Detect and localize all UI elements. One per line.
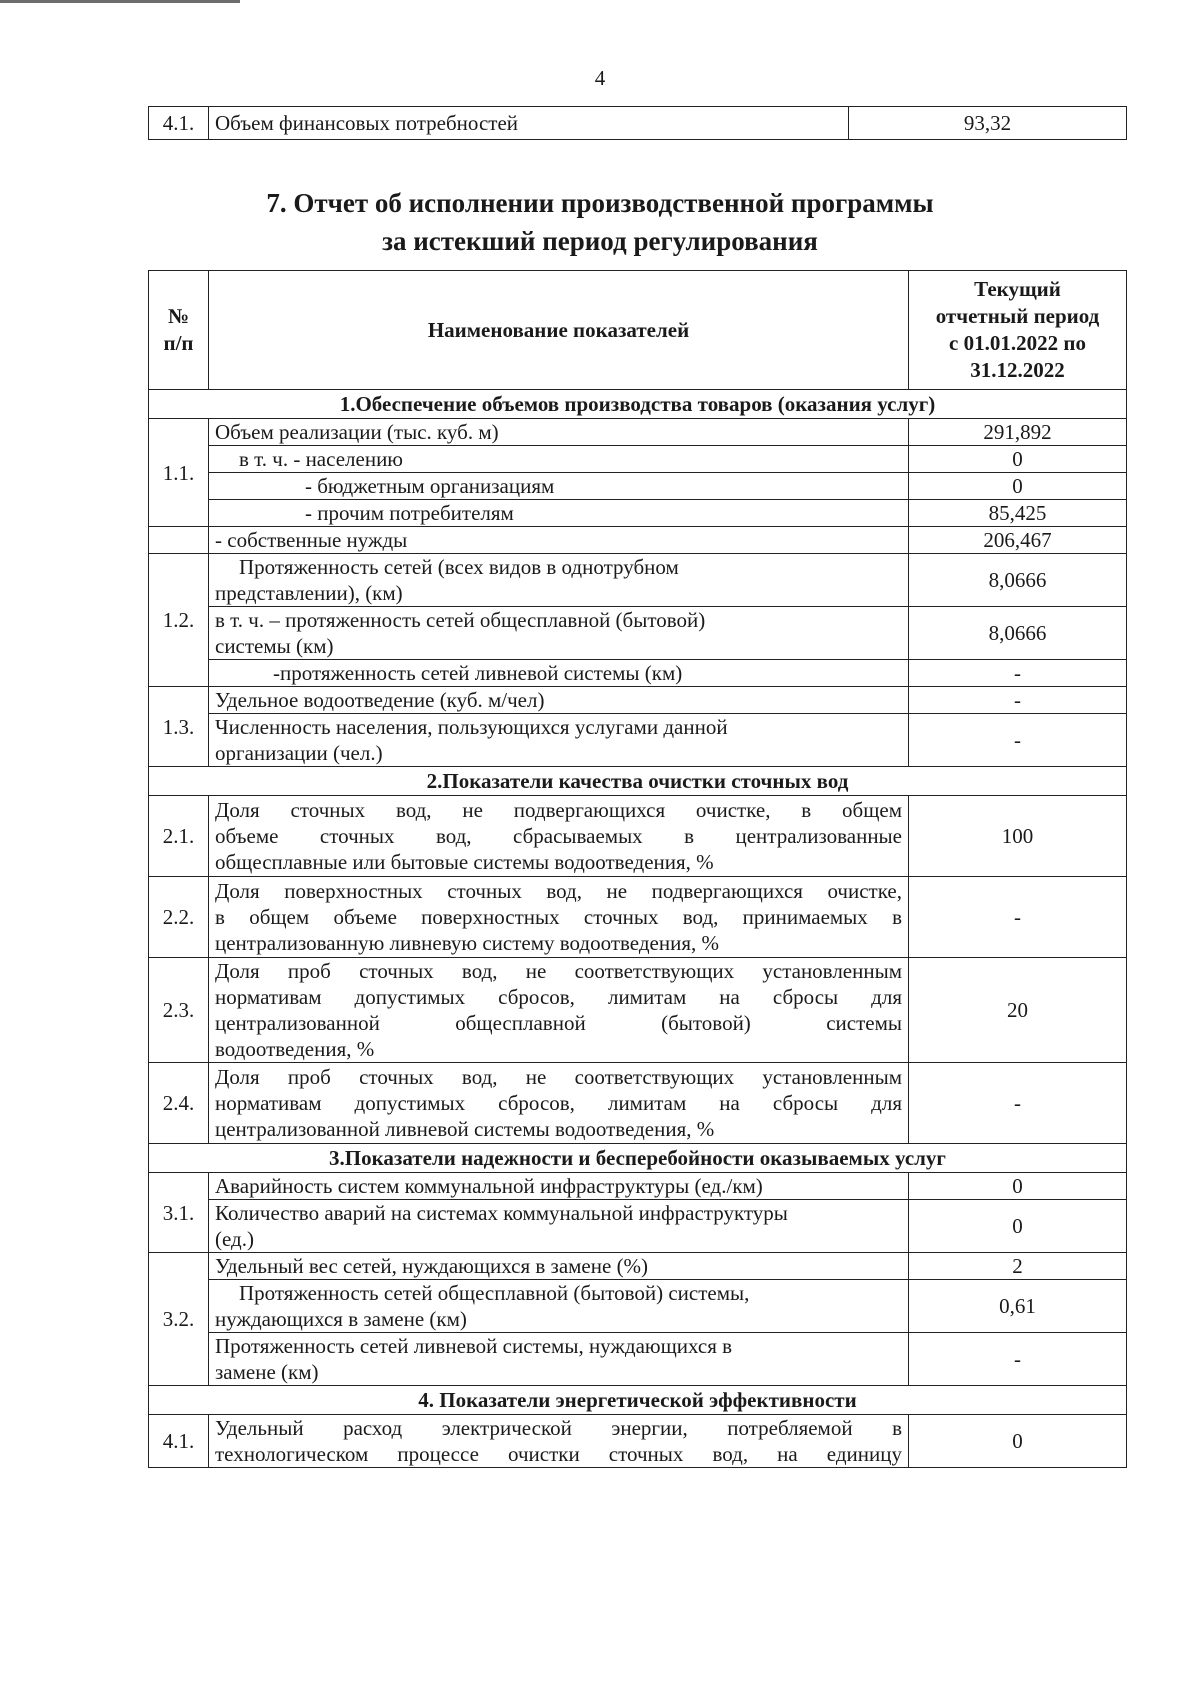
row-name: Удельный вес сетей, нуждающихся в замене (%) — [209, 1253, 909, 1280]
table-row — [149, 500, 1127, 527]
row-number: 2.2. — [149, 877, 209, 958]
section-title: 1.Обеспечение объемов производства товаров (оказания услуг) — [149, 390, 1127, 419]
row-name: Удельный расход электрической энергии, потребляемой в технологическом процессе очистки сточных вод, на единицу — [209, 1415, 909, 1468]
production-report-table — [148, 270, 1127, 1468]
row-value: - — [909, 877, 1127, 958]
row-name: в т. ч. - населению — [209, 446, 909, 473]
table-row — [149, 527, 1127, 554]
row-name: Протяженность сетей (всех видов в однотрубном представлении), (км) — [209, 554, 909, 607]
section-title: 3.Показатели надежности и бесперебойности оказываемых услуг — [149, 1144, 1127, 1173]
row-value: 93,32 — [849, 107, 1127, 140]
row-value: 8,0666 — [909, 607, 1127, 660]
row-value: 100 — [909, 796, 1127, 877]
row-name: Доля проб сточных вод, не соответствующих установленным нормативам допустимых сбросов, лимитам на сбросы для централизованной ливневой системы водоотведения, % — [209, 1063, 909, 1144]
table-row — [149, 877, 1127, 958]
row-value: 2 — [909, 1253, 1127, 1280]
table-row — [149, 1333, 1127, 1386]
row-name: -протяженность сетей ливневой системы (км) — [209, 660, 909, 687]
table-row — [149, 1063, 1127, 1144]
row-value: 0 — [909, 1173, 1127, 1200]
section-title: 2.Показатели качества очистки сточных вод — [149, 767, 1127, 796]
row-number: 2.4. — [149, 1063, 209, 1144]
row-name: Объем реализации (тыс. куб. м) — [209, 419, 909, 446]
table-row — [149, 1173, 1127, 1200]
row-value: - — [909, 687, 1127, 714]
row-name: Доля сточных вод, не подвергающихся очистке, в общем объеме сточных вод, сбрасываемых в централизованные общесплавные или бытовые системы водоотведения, % — [209, 796, 909, 877]
row-name: Численность населения, пользующихся услугами данной организации (чел.) — [209, 714, 909, 767]
table-row — [149, 419, 1127, 446]
section-row — [149, 1144, 1127, 1173]
section-row — [149, 390, 1127, 419]
section-heading — [0, 184, 1200, 260]
row-name: в т. ч. – протяженность сетей общесплавной (бытовой) системы (км) — [209, 607, 909, 660]
row-number: 4.1. — [149, 107, 209, 140]
table-row — [149, 1280, 1127, 1333]
row-value: 0 — [909, 473, 1127, 500]
table-row — [149, 1415, 1127, 1468]
row-name: Аварийность систем коммунальной инфраструктуры (ед./км) — [209, 1173, 909, 1200]
table-row — [149, 607, 1127, 660]
table-row — [149, 1253, 1127, 1280]
table-row — [149, 1200, 1127, 1253]
row-name: Количество аварий на системах коммунальной инфраструктуры (ед.) — [209, 1200, 909, 1253]
table-row — [149, 796, 1127, 877]
header-period: Текущий отчетный период с 01.01.2022 по 31.12.2022 — [909, 271, 1127, 390]
page-number: 4 — [594, 66, 606, 90]
row-value: - — [909, 1333, 1127, 1386]
header-name: Наименование показателей — [209, 271, 909, 390]
summary-table — [148, 106, 1127, 140]
row-name: Протяженность сетей ливневой системы, нуждающихся в замене (км) — [209, 1333, 909, 1386]
header-number: № п/п — [149, 271, 209, 390]
row-number: 4.1. — [149, 1415, 209, 1468]
row-number: 1.2. — [149, 554, 209, 687]
table-row — [149, 473, 1127, 500]
table-row — [149, 554, 1127, 607]
row-name: Доля поверхностных сточных вод, не подвергающихся очистке, в общем объеме поверхностных сточных вод, принимаемых в централизованную ливневую систему водоотведения, % — [209, 877, 909, 958]
row-value: 0 — [909, 1200, 1127, 1253]
table-row — [149, 446, 1127, 473]
heading-line-2: за истекший период регулирования — [382, 226, 818, 256]
row-value: 0 — [909, 446, 1127, 473]
row-value: 0,61 — [909, 1280, 1127, 1333]
row-name: Удельное водоотведение (куб. м/чел) — [209, 687, 909, 714]
table-row — [149, 107, 1127, 140]
row-value: 8,0666 — [909, 554, 1127, 607]
row-value: 85,425 — [909, 500, 1127, 527]
row-value: - — [909, 1063, 1127, 1144]
row-value: 20 — [909, 958, 1127, 1063]
section-title: 4. Показатели энергетической эффективности — [149, 1386, 1127, 1415]
section-row — [149, 1386, 1127, 1415]
scan-edge-line — [0, 0, 240, 3]
row-value: - — [909, 714, 1127, 767]
row-name: - собственные нужды — [209, 527, 909, 554]
row-name: - бюджетным организациям — [209, 473, 909, 500]
row-number: 1.1. — [149, 419, 209, 527]
row-number: 3.1. — [149, 1173, 209, 1253]
row-name: Протяженность сетей общесплавной (бытовой) системы, нуждающихся в замене (км) — [209, 1280, 909, 1333]
section-row — [149, 767, 1127, 796]
row-number: 2.1. — [149, 796, 209, 877]
table-row — [149, 660, 1127, 687]
heading-line-1: 7. Отчет об исполнении производственной программы — [266, 188, 934, 218]
table-row — [149, 714, 1127, 767]
table-row — [149, 958, 1127, 1063]
row-value: 291,892 — [909, 419, 1127, 446]
table-row — [149, 687, 1127, 714]
row-number: 1.3. — [149, 687, 209, 767]
table-header-row — [149, 271, 1127, 390]
row-value: 206,467 — [909, 527, 1127, 554]
row-number: 2.3. — [149, 958, 209, 1063]
row-number: 3.2. — [149, 1253, 209, 1386]
row-name: - прочим потребителям — [209, 500, 909, 527]
row-value: - — [909, 660, 1127, 687]
row-name: Объем финансовых потребностей — [209, 107, 849, 140]
row-name: Доля проб сточных вод, не соответствующих установленным нормативам допустимых сбросов, лимитам на сбросы для централизованной общесплавной (бытовой) системы водоотведения, % — [209, 958, 909, 1063]
row-value: 0 — [909, 1415, 1127, 1468]
